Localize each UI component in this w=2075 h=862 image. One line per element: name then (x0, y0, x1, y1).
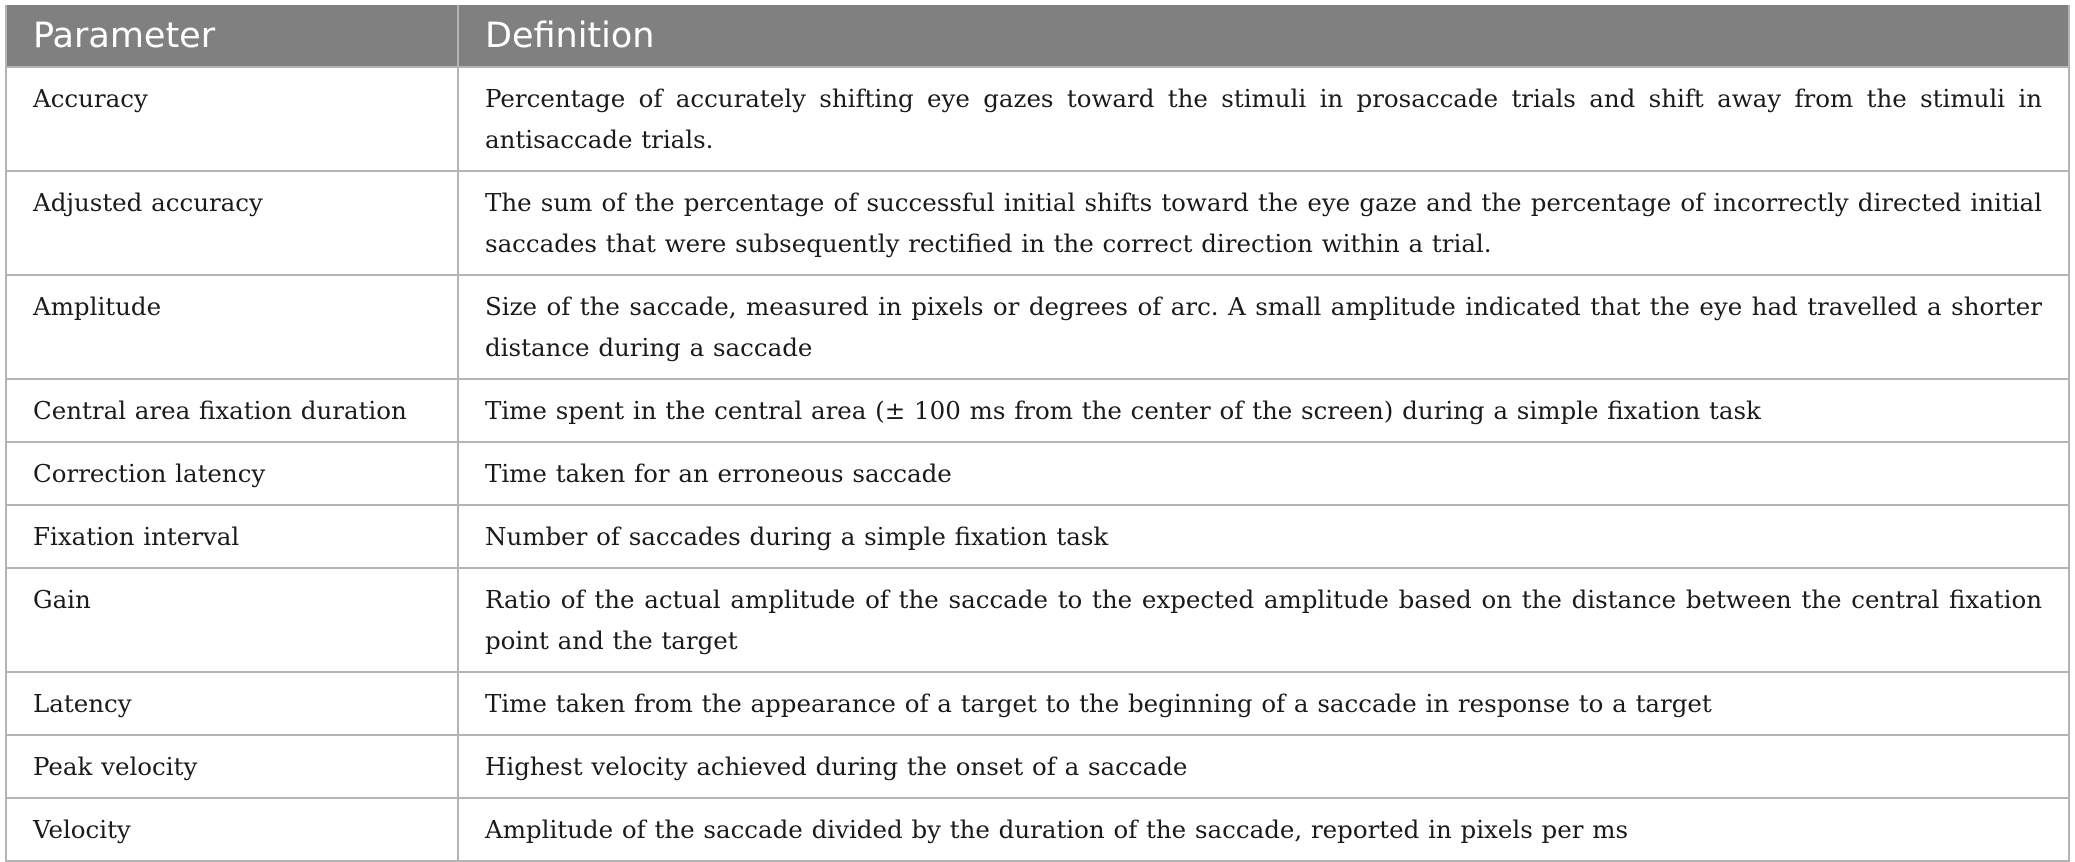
definition-cell: Time taken for an erroneous saccade (458, 442, 2069, 505)
table-row (6, 275, 2069, 379)
header-parameter: Parameter (6, 5, 458, 67)
definition-cell: Time spent in the central area (± 100 ms from the center of the screen) during a simple fixation task (458, 379, 2069, 442)
definition-cell: Highest velocity achieved during the onset of a saccade (458, 735, 2069, 798)
parameter-cell: Amplitude (6, 275, 458, 379)
table-row (6, 442, 2069, 505)
table-row (6, 67, 2069, 171)
parameter-cell: Accuracy (6, 67, 458, 171)
definitions-table (5, 5, 2070, 862)
table-row (6, 672, 2069, 735)
parameter-cell: Adjusted accuracy (6, 171, 458, 275)
definition-cell: Ratio of the actual amplitude of the saccade to the expected amplitude based on the distance between the central fixation point and the target (458, 568, 2069, 672)
parameter-cell: Correction latency (6, 442, 458, 505)
table-row (6, 735, 2069, 798)
definition-cell: Size of the saccade, measured in pixels or degrees of arc. A small amplitude indicated that the eye had travelled a shorter distance during a saccade (458, 275, 2069, 379)
table-row (6, 171, 2069, 275)
table-row (6, 568, 2069, 672)
definition-cell: Time taken from the appearance of a target to the beginning of a saccade in response to a target (458, 672, 2069, 735)
parameter-cell: Central area fixation duration (6, 379, 458, 442)
parameter-cell: Latency (6, 672, 458, 735)
definition-cell: Percentage of accurately shifting eye gazes toward the stimuli in prosaccade trials and shift away from the stimuli in antisaccade trials. (458, 67, 2069, 171)
parameter-cell: Velocity (6, 798, 458, 861)
table-row (6, 798, 2069, 861)
definition-cell: Amplitude of the saccade divided by the duration of the saccade, reported in pixels per ms (458, 798, 2069, 861)
parameter-cell: Gain (6, 568, 458, 672)
parameter-cell: Fixation interval (6, 505, 458, 568)
parameter-cell: Peak velocity (6, 735, 458, 798)
definition-cell: Number of saccades during a simple fixation task (458, 505, 2069, 568)
table-header-row (6, 5, 2069, 67)
table-row (6, 379, 2069, 442)
header-definition: Definition (458, 5, 2069, 67)
table-row (6, 505, 2069, 568)
definitions-table-container (5, 5, 2068, 862)
definition-cell: The sum of the percentage of successful initial shifts toward the eye gaze and the percentage of incorrectly directed initial saccades that were subsequently rectified in the correct direction within a trial. (458, 171, 2069, 275)
